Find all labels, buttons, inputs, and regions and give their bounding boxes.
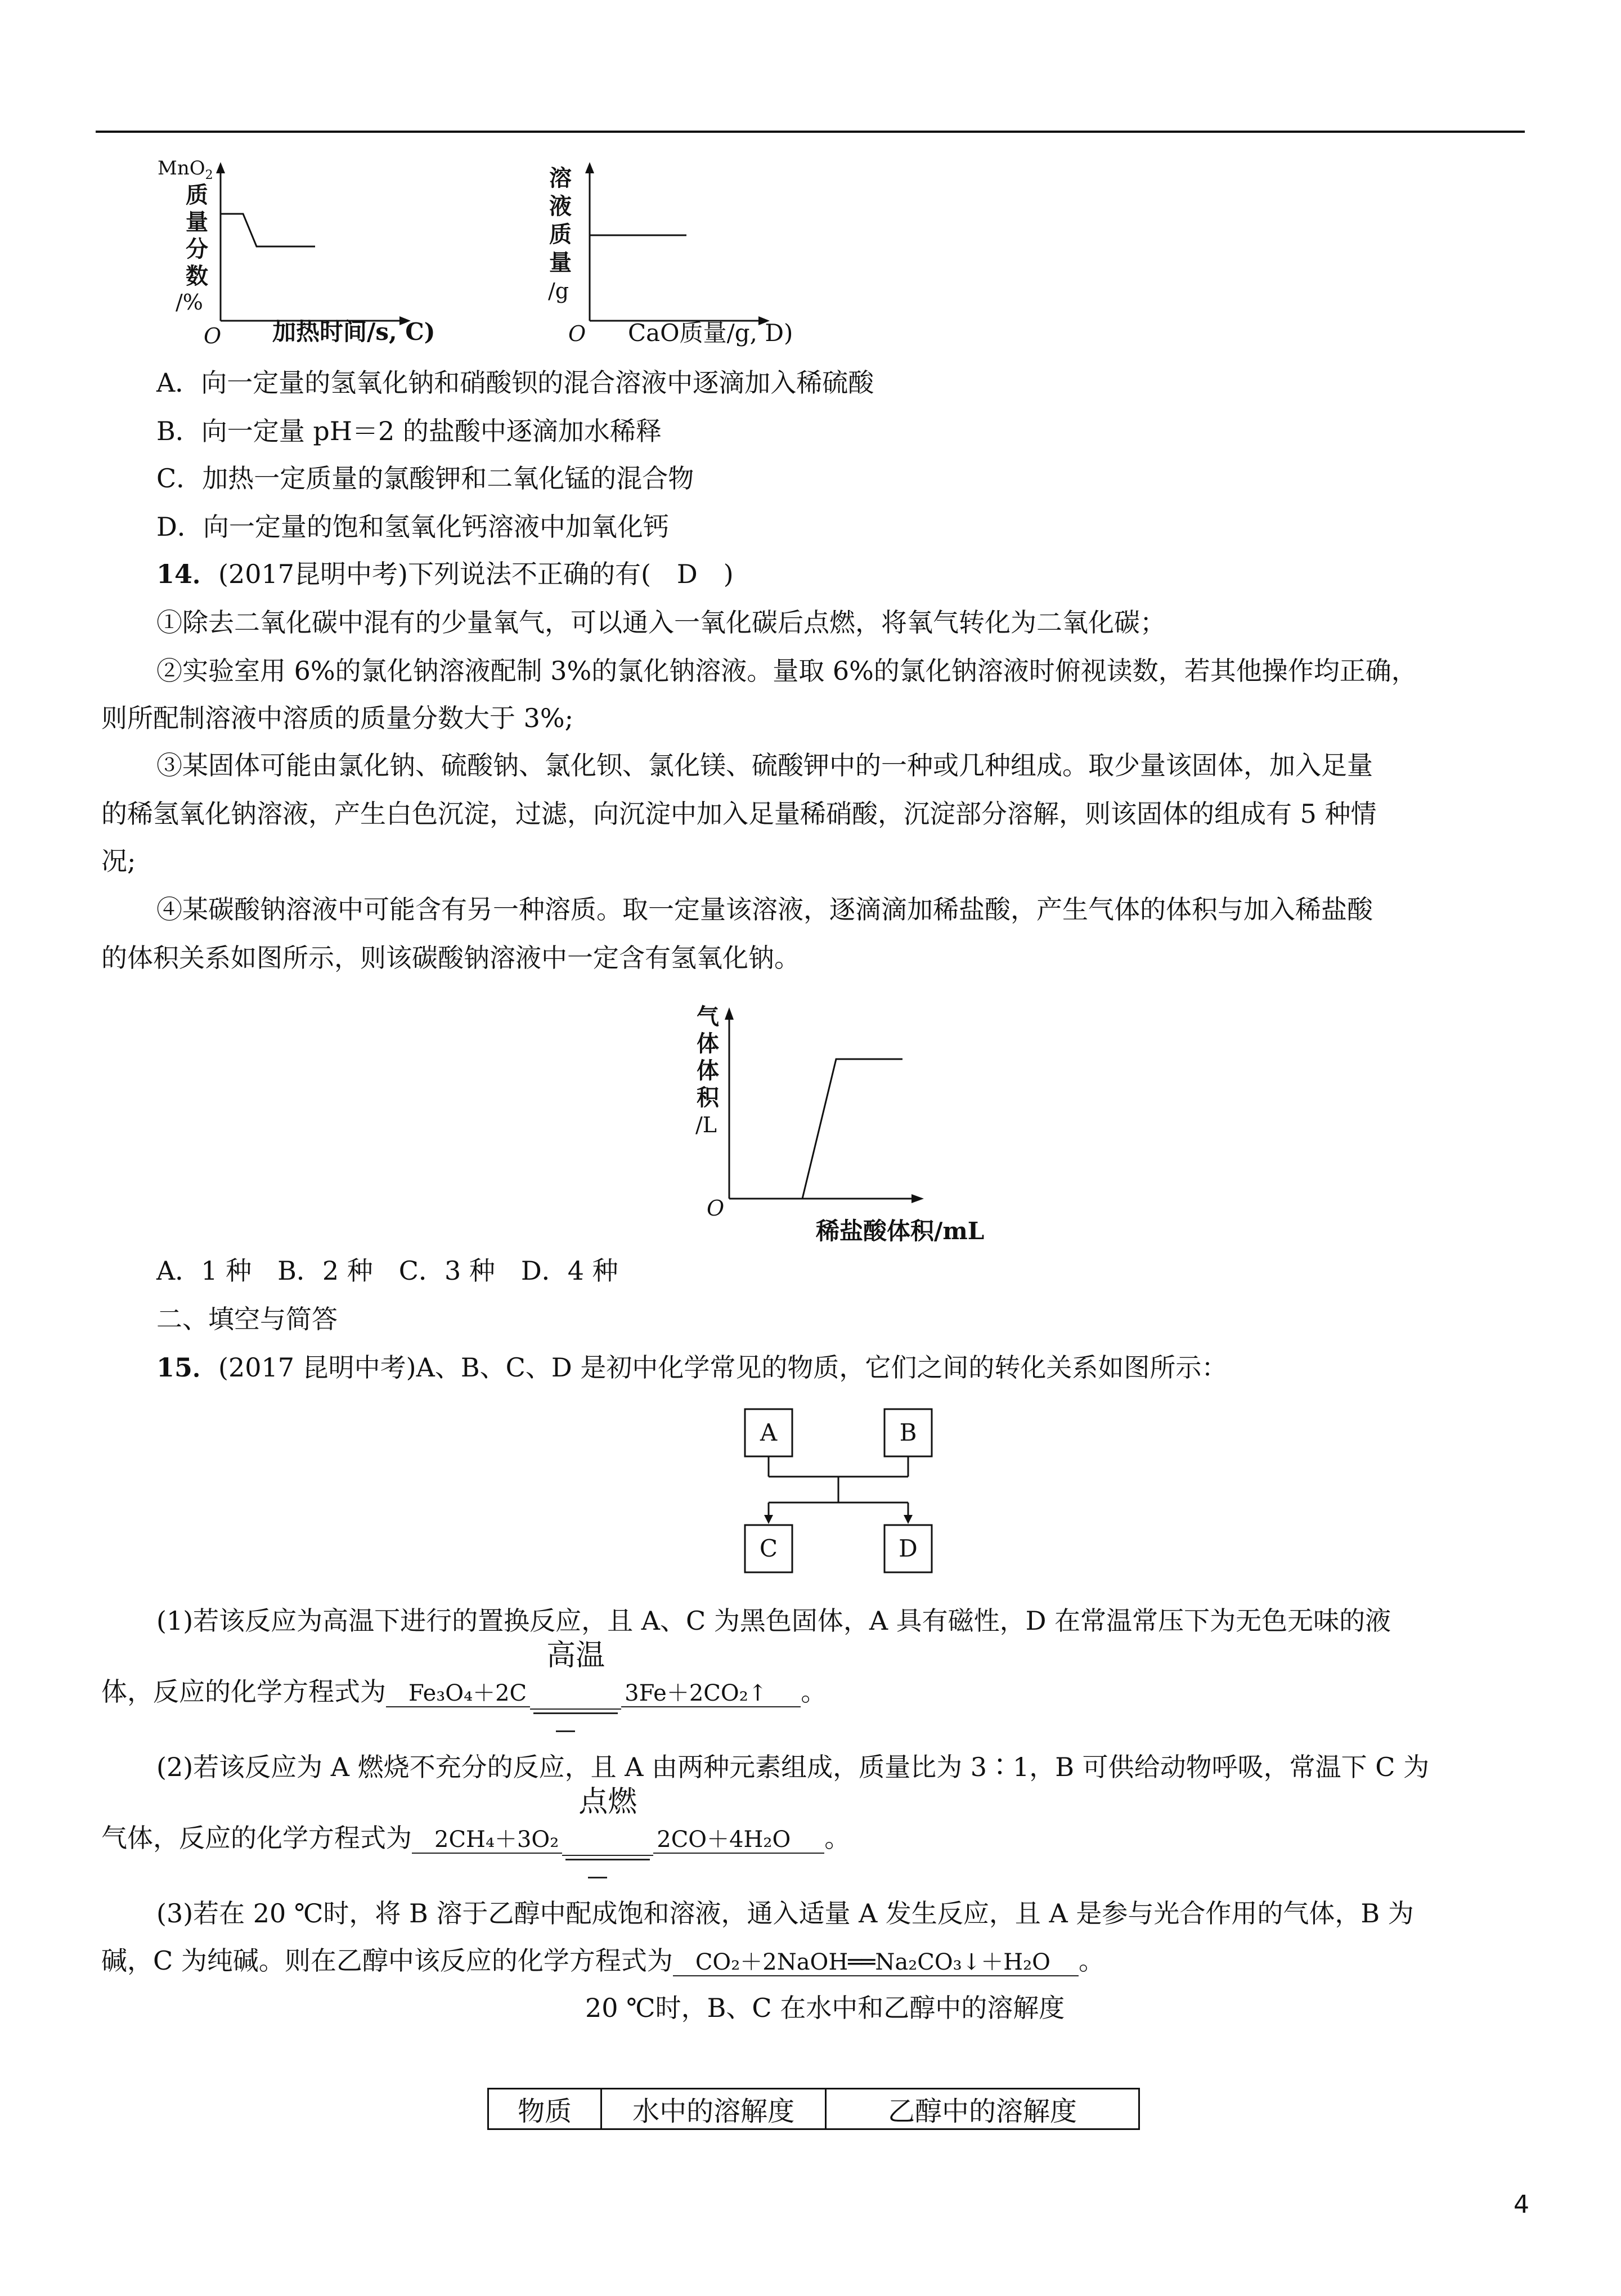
q15-eq2-rhs: 2CO＋4H₂O — [653, 1827, 824, 1854]
chart-gas-x-arrow — [911, 1194, 924, 1203]
q15-table-title: 20 ℃时，B、C 在水中和乙醇中的溶解度 — [585, 1993, 1065, 2023]
q15-part2-line2 — [101, 1785, 851, 1856]
q15-eq2-arrow — [562, 1785, 653, 1856]
chart-d-y-char-3: 质 — [549, 221, 572, 248]
chart-gas-volume — [692, 1002, 1007, 1238]
header-rule — [96, 131, 1525, 133]
q15-eq3: CO₂＋2NaOH══Na₂CO₃↓＋H₂O — [673, 1949, 1079, 1976]
q15-eq2-lhs: 2CH₄＋3O₂ — [412, 1827, 562, 1854]
q14-stem — [156, 557, 734, 591]
chart-c-y-char-2: 量 — [186, 209, 208, 235]
q15-diagram — [743, 1407, 945, 1576]
chart-c-y-title: MnO$_2$ — [158, 157, 213, 182]
q15-stem-text: (2017 昆明中考)A、B、C、D 是初中化学常见的物质，它们之间的转化关系如图所示： — [218, 1352, 1228, 1383]
section-heading: 二、填空与简答 — [156, 1304, 338, 1334]
table-header-ethanol: 乙醇中的溶解度 — [826, 2089, 1139, 2129]
q15-number: 15． — [156, 1352, 219, 1383]
chart-c-y-arrow — [216, 162, 225, 173]
q13-option-b: B．向一定量 pH＝2 的盐酸中逐滴加水稀释 — [156, 416, 662, 446]
solubility-table — [487, 2088, 1140, 2130]
chart-gas-y-unit: /L — [695, 1113, 717, 1137]
box-c-label: C — [759, 1535, 778, 1562]
chart-gas-y-char-4: 积 — [697, 1084, 719, 1111]
q15-part1-prefix: 体，反应的化学方程式为 — [101, 1676, 386, 1707]
q15-part3-prefix: 碱，C 为纯碱。则在乙醇中该反应的化学方程式为 — [101, 1945, 673, 1976]
chart-d-y-unit: /g — [548, 279, 569, 303]
q14-statement-3c: 况; — [101, 846, 136, 876]
q15-part1-end: 。 — [801, 1676, 827, 1707]
q15-part1-line1: (1)若该反应为高温下进行的置换反应，且 A、C 为黑色固体，A 具有磁性，D 在常温常压下为无色无味的液 — [156, 1606, 1391, 1636]
q15-eq1-rhs: 3Fe＋2CO₂↑ — [621, 1680, 801, 1707]
q15-part3-end: 。 — [1078, 1945, 1104, 1976]
q13-option-a: A．向一定量的氢氧化钠和硝酸钡的混合溶液中逐滴加入稀硫酸 — [156, 367, 874, 398]
table-header-row — [488, 2089, 1139, 2129]
q15-eq2-condition: 点燃 — [578, 1785, 637, 1819]
q14-stem-text: (2017昆明中考)下列说法不正确的有( D ) — [218, 559, 734, 589]
q15-part2-prefix: 气体，反应的化学方程式为 — [101, 1823, 412, 1853]
q14-statement-1: ①除去二氧化碳中混有的少量氧气，可以通入一氧化碳后点燃，将氧气转化为二氧化碳； — [156, 607, 1166, 638]
table-header-substance: 物质 — [488, 2089, 601, 2129]
chart-d-y-char-4: 量 — [549, 249, 572, 276]
q13-option-c: C．加热一定质量的氯酸钾和二氧化锰的混合物 — [156, 463, 694, 494]
q13-option-d: D．向一定量的饱和氢氧化钙溶液中加氧化钙 — [156, 512, 669, 542]
chart-gas-x-label: 稀盐酸体积/mL — [816, 1217, 985, 1245]
box-a-label: A — [760, 1419, 778, 1446]
q15-eq1-lhs: Fe₃O₄＋2C — [386, 1680, 530, 1707]
chart-c-y-char-3: 分 — [186, 236, 208, 262]
q15-part1-line2 — [101, 1639, 827, 1710]
q14-statement-4b: 的体积关系如图所示，则该碳酸钠溶液中一定含有氢氧化钠。 — [101, 943, 800, 973]
chart-d-origin: O — [568, 321, 586, 346]
q15-eq1-arrow — [530, 1639, 621, 1710]
chart-gas-origin: O — [707, 1196, 725, 1221]
q14-statement-4a: ④某碳酸钠溶液中可能含有另一种溶质。取一定量该溶液，逐滴滴加稀盐酸，产生气体的体积与加入稀盐酸 — [156, 894, 1373, 925]
q15-part3-line2 — [101, 1944, 1104, 1979]
q15-part3-line1: (3)若在 20 ℃时，将 B 溶于乙醇中配成饱和溶液，通入适量 A 发生反应，且 A 是参与光合作用的气体，B 为 — [156, 1898, 1414, 1929]
chart-gas-y-char-2: 体 — [697, 1030, 719, 1057]
chart-c-origin: O — [204, 324, 222, 348]
chart-c-y-char-4: 数 — [186, 263, 208, 289]
chart-gas-line — [729, 1059, 902, 1199]
q14-statement-3b: 的稀氢氧化钠溶液，产生白色沉淀，过滤，向沉淀中加入足量稀硝酸，沉淀部分溶解，则该固体的组成有 5 种情 — [101, 799, 1377, 829]
chart-c-line — [221, 214, 315, 246]
q14-options: A．1 种 B．2 种 C．3 种 D．4 种 — [156, 1255, 618, 1286]
chart-c-y-unit: /% — [176, 290, 203, 315]
q14-statement-3a: ③某固体可能由氯化钠、硫酸钠、氯化钡、氯化镁、硫酸钾中的一种或几种组成。取少量该固体，加入足量 — [156, 750, 1373, 781]
page-number: 4 — [1514, 2190, 1529, 2219]
chart-d-y-arrow — [585, 162, 594, 173]
chart-c-y-char-1: 质 — [186, 182, 208, 208]
q15-eq1-condition: 高温 — [546, 1639, 605, 1672]
q14-statement-2b: 则所配制溶液中溶质的质量分数大于 3%; — [101, 703, 574, 733]
q15-part2-line1: (2)若该反应为 A 燃烧不充分的反应，且 A 由两种元素组成，质量比为 3∶1，B 可供给动物呼吸，常温下 C 为 — [156, 1752, 1430, 1782]
box-b-label: B — [899, 1419, 917, 1446]
q15-stem — [156, 1351, 1227, 1384]
q14-statement-2a: ②实验室用 6%的氯化钠溶液配制 3%的氯化钠溶液。量取 6%的氯化钠溶液时俯视读数，若其他操作均正确， — [156, 656, 1417, 686]
chart-gas-y-arrow — [725, 1007, 734, 1020]
chart-d-y-char-2: 液 — [549, 193, 572, 219]
chart-gas-y-char-1: 气 — [697, 1003, 719, 1030]
box-d-label: D — [899, 1535, 918, 1562]
chart-d-y-char-1: 溶 — [549, 165, 572, 191]
chart-gas-y-char-3: 体 — [697, 1057, 719, 1084]
q14-number: 14． — [156, 559, 219, 589]
table-header-water: 水中的溶解度 — [601, 2089, 826, 2129]
q15-part2-end: 。 — [824, 1823, 851, 1853]
chart-d-caption: CaO质量/g, D) — [628, 319, 793, 347]
chart-c-caption: 加热时间/s, C) — [272, 318, 435, 346]
